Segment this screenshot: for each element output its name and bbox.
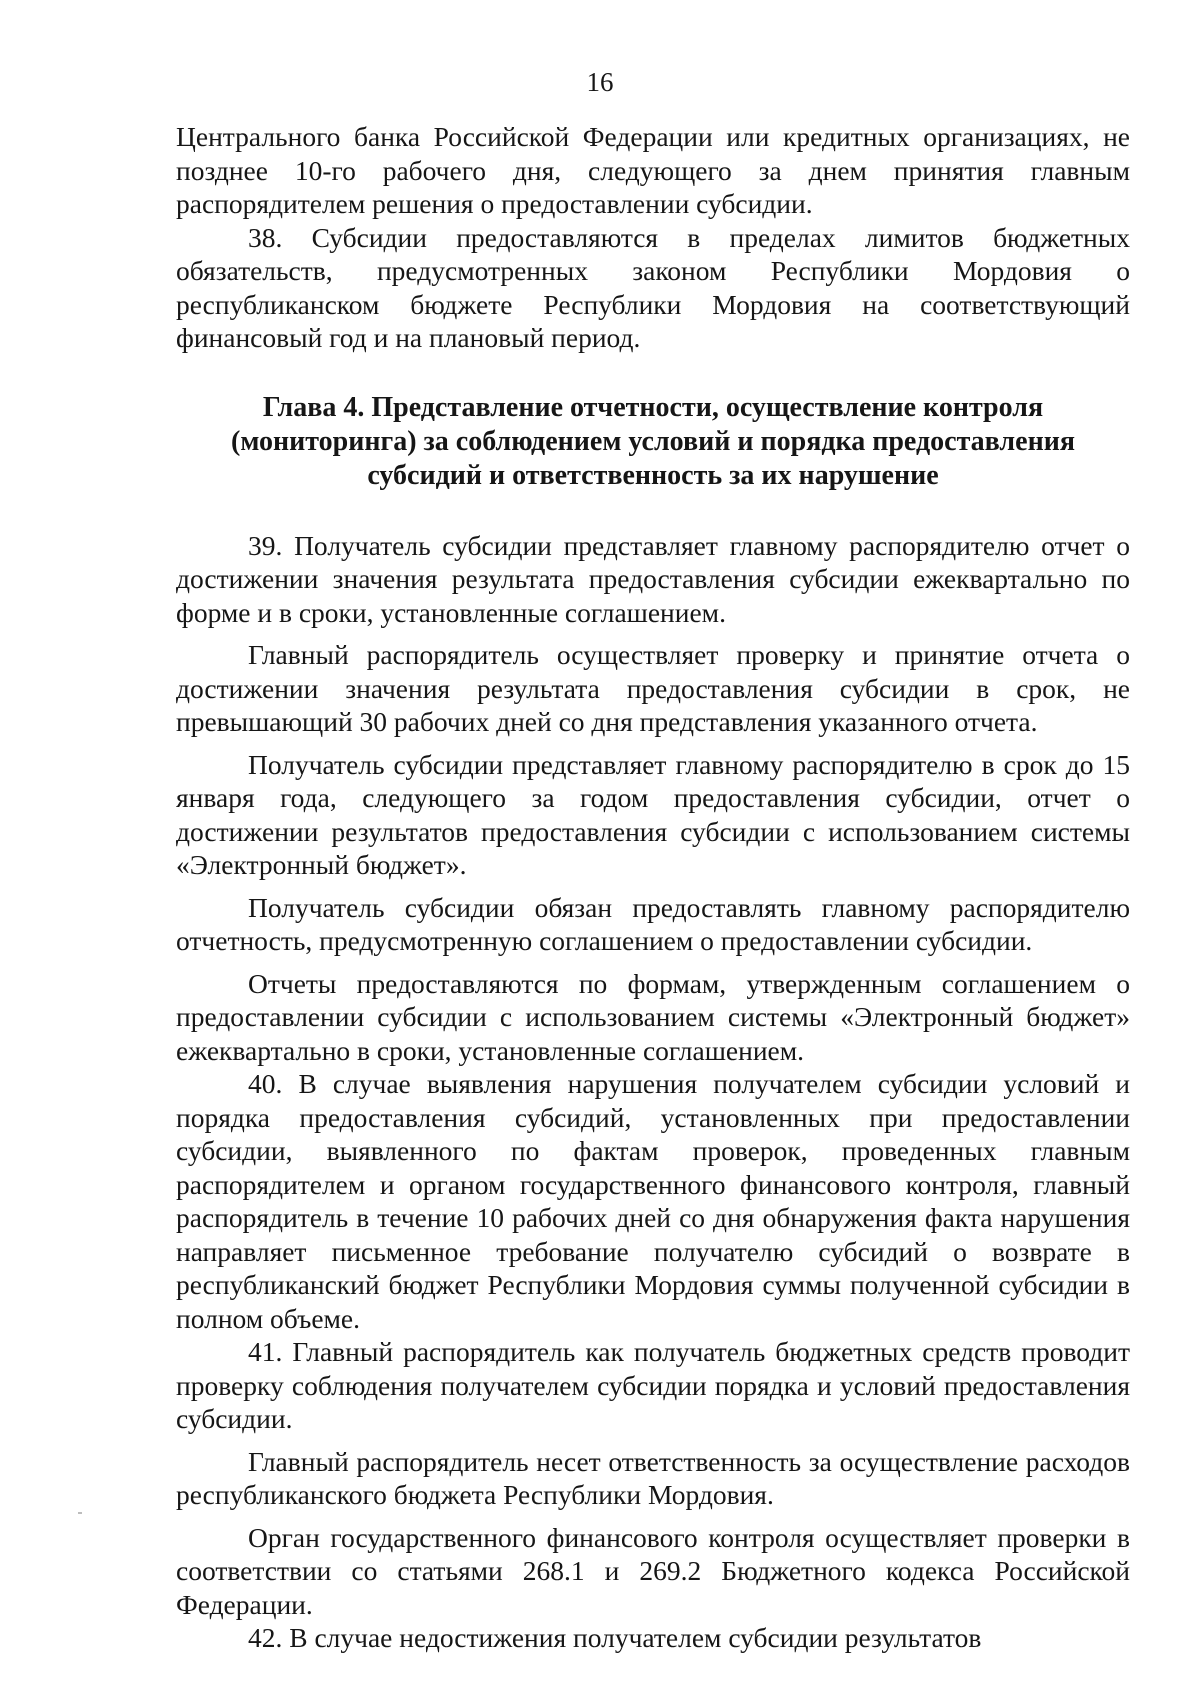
paragraph-reporting-obligation: Получатель субсидии обязан предоставлять главному распорядителю отчетность, предусмотренную соглашением о предоставлении субсидии. [176, 891, 1130, 956]
paragraph-report-check: Главный распорядитель осуществляет проверку и принятие отчета о достижении значения результата предоставления субсидии в срок, не превышающий 30 рабочих дней со дня представления указанного отчета. [176, 639, 1130, 737]
paragraph-38: 38. Субсидии предоставляются в пределах лимитов бюджетных обязательств, предусмотренных законом Республики Мордовия о республиканском бюджете Республики Мордовия на соответствующий финансовый год и на плановый период. [176, 221, 1130, 353]
paragraph-41: 41. Главный распорядитель как получатель бюджетных средств проводит проверку соблюдения получателем субсидии порядка и условий предоставления субсидии. [176, 1336, 1130, 1434]
page-number: 16 [586, 67, 614, 97]
paragraph-42: 42. В случае недостижения получателем субсидии результатов [248, 1622, 982, 1653]
paragraph-39: 39. Получатель субсидии представляет главному распорядителю отчет о достижении значения результата предоставления субсидии ежеквартально по форме и в сроки, установленные соглашением. [176, 529, 1130, 628]
paragraph-continuation: Центрального банка Российской Федерации или кредитных организациях, не позднее 10-го рабочего дня, следующего за днем принятия главным распорядителем решения о предоставлении субсидии. [176, 121, 1130, 219]
paragraph-40: 40. В случае выявления нарушения получателем субсидии условий и порядка предоставления субсидий, установленных при предоставлении субсидии, выявленного по фактам проверок, проведенных главным распорядителем и органом государственного финансового контроля, главный распорядитель в течение 10 рабочих дней со дня обнаружения факта нарушения направляет письменное требование получателю субсидий о возврате в республиканский бюджет Республики Мордовия суммы полученной субсидии в полном объеме. [176, 1068, 1130, 1334]
scan-mark [78, 1512, 82, 1514]
paragraph-report-deadline: Получатель субсидии представляет главному распорядителю в срок до 15 января года, следующего за годом предоставления субсидии, отчет о достижении результатов предоставления субсидии с использованием системы «Электронный бюджет». [176, 748, 1130, 880]
paragraph-report-forms: Отчеты предоставляются по формам, утвержденным соглашением о предоставлении субсидии с использованием системы «Электронный бюджет» ежеквартально в сроки, установленные соглашением. [176, 967, 1130, 1066]
chapter-heading: Глава 4. Представление отчетности, осуществление контроля (мониторинга) за соблюдением условий и порядка предоставления субсидий и ответственность за их нарушение [231, 391, 1075, 491]
document-body [176, 120, 1130, 1655]
paragraph-responsibility: Главный распорядитель несет ответственность за осуществление расходов республиканского бюджета Республики Мордовия. [176, 1445, 1130, 1510]
paragraph-control-body: Орган государственного финансового контроля осуществляет проверки в соответствии со статьями 268.1 и 269.2 Бюджетного кодекса Российской Федерации. [176, 1521, 1130, 1620]
